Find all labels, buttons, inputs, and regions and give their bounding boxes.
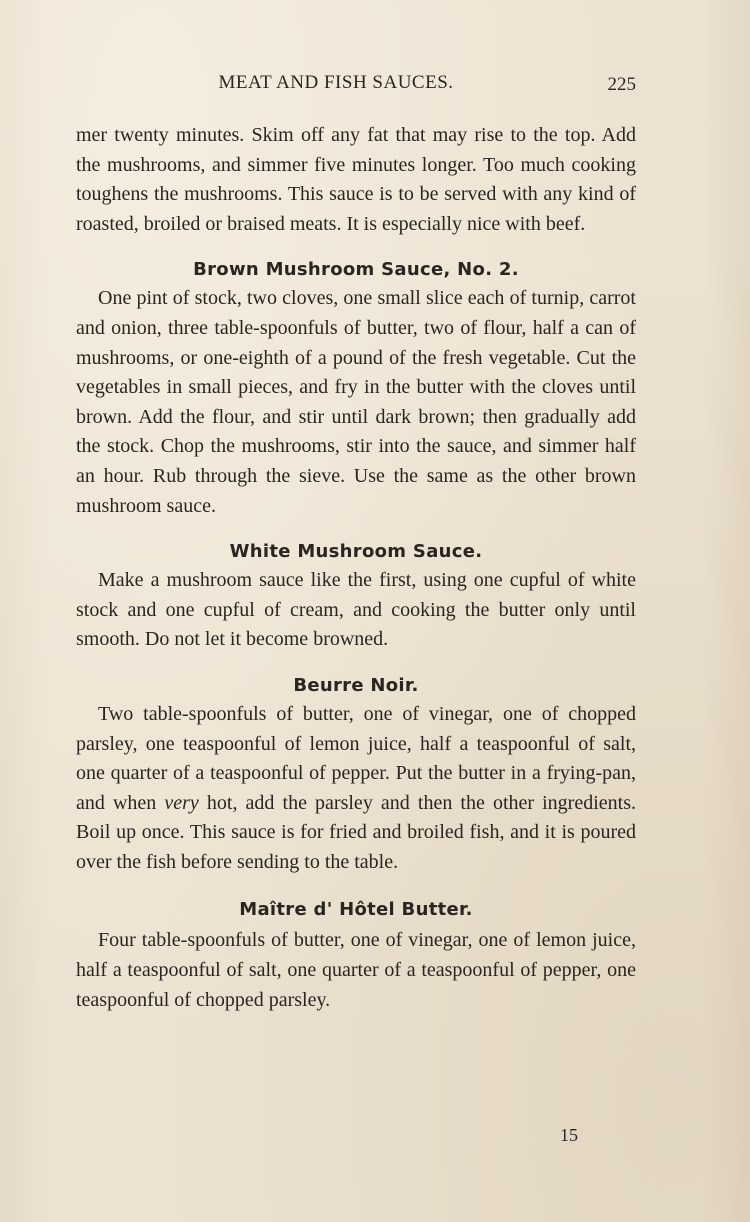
recipe-text-beurre-noir-part2: hot, add the parsley and then the other ingredients. Boil up once. This sauce is for fried and broiled fish, and it is poured over the fish before sending to the table. (76, 791, 636, 873)
running-title: MEAT AND FISH SAUCES. (218, 72, 454, 93)
page-content (76, 70, 636, 1015)
recipe-text-maitre-d-hotel: Four table-spoonfuls of butter, one of vinegar, one of lemon juice, half a teaspoonful of salt, one quarter of a teaspoonful of pepper, one teaspoonful of chopped parsley. (76, 929, 636, 1011)
running-head (76, 70, 636, 104)
continued-paragraph: mer twenty minutes. Skim off any fat that may rise to the top. Add the mushrooms, and simmer five minutes longer. Too much cooking toughens the mushrooms. This sauce is to be served with any kind of roasted, broiled or braised meats. It is especially nice with beef. (76, 124, 636, 235)
recipe-heading-white-mushroom: White Mushroom Sauce. (229, 541, 483, 563)
recipe-heading-brown-mushroom-no2: Brown Mushroom Sauce, No. 2. (193, 259, 519, 281)
emphasis-very: very (164, 791, 199, 814)
recipe-heading-maitre-d-hotel: Maître d' Hôtel Butter. (239, 899, 473, 921)
signature-mark: 15 (560, 1125, 578, 1145)
recipe-heading-beurre-noir: Beurre Noir. (293, 674, 419, 696)
page-number: 225 (607, 74, 636, 95)
recipe-text-brown-mushroom-no2: One pint of stock, two cloves, one small slice each of turnip, carrot and onion, three table-spoonfuls of butter, two of flour, half a can of mushrooms, or one-eighth of a pound of the fresh vegetable. Cut the vegetables in small pieces, and fry in the butter with the cloves until brown. Add the flour, and stir until dark brown; then gradually add the stock. Chop the mushrooms, stir into the sauce, and simmer half an hour. Rub through the sieve. Use the same as the other brown mushroom sauce. (76, 287, 636, 517)
recipe-text-beurre-noir-part1: Two table-spoonfuls of butter, one of vinegar, one of chopped parsley, one teaspoonful of lemon juice, half a teaspoonful of salt, one quarter of a teaspoonful of pepper. Put the butter in a frying-pan, and when (76, 702, 636, 814)
recipe-text-white-mushroom: Make a mushroom sauce like the first, using one cupful of white stock and one cupful of cream, and cooking the butter only until smooth. Do not let it become browned. (76, 569, 636, 651)
recipe-text-beurre-noir (76, 700, 636, 878)
